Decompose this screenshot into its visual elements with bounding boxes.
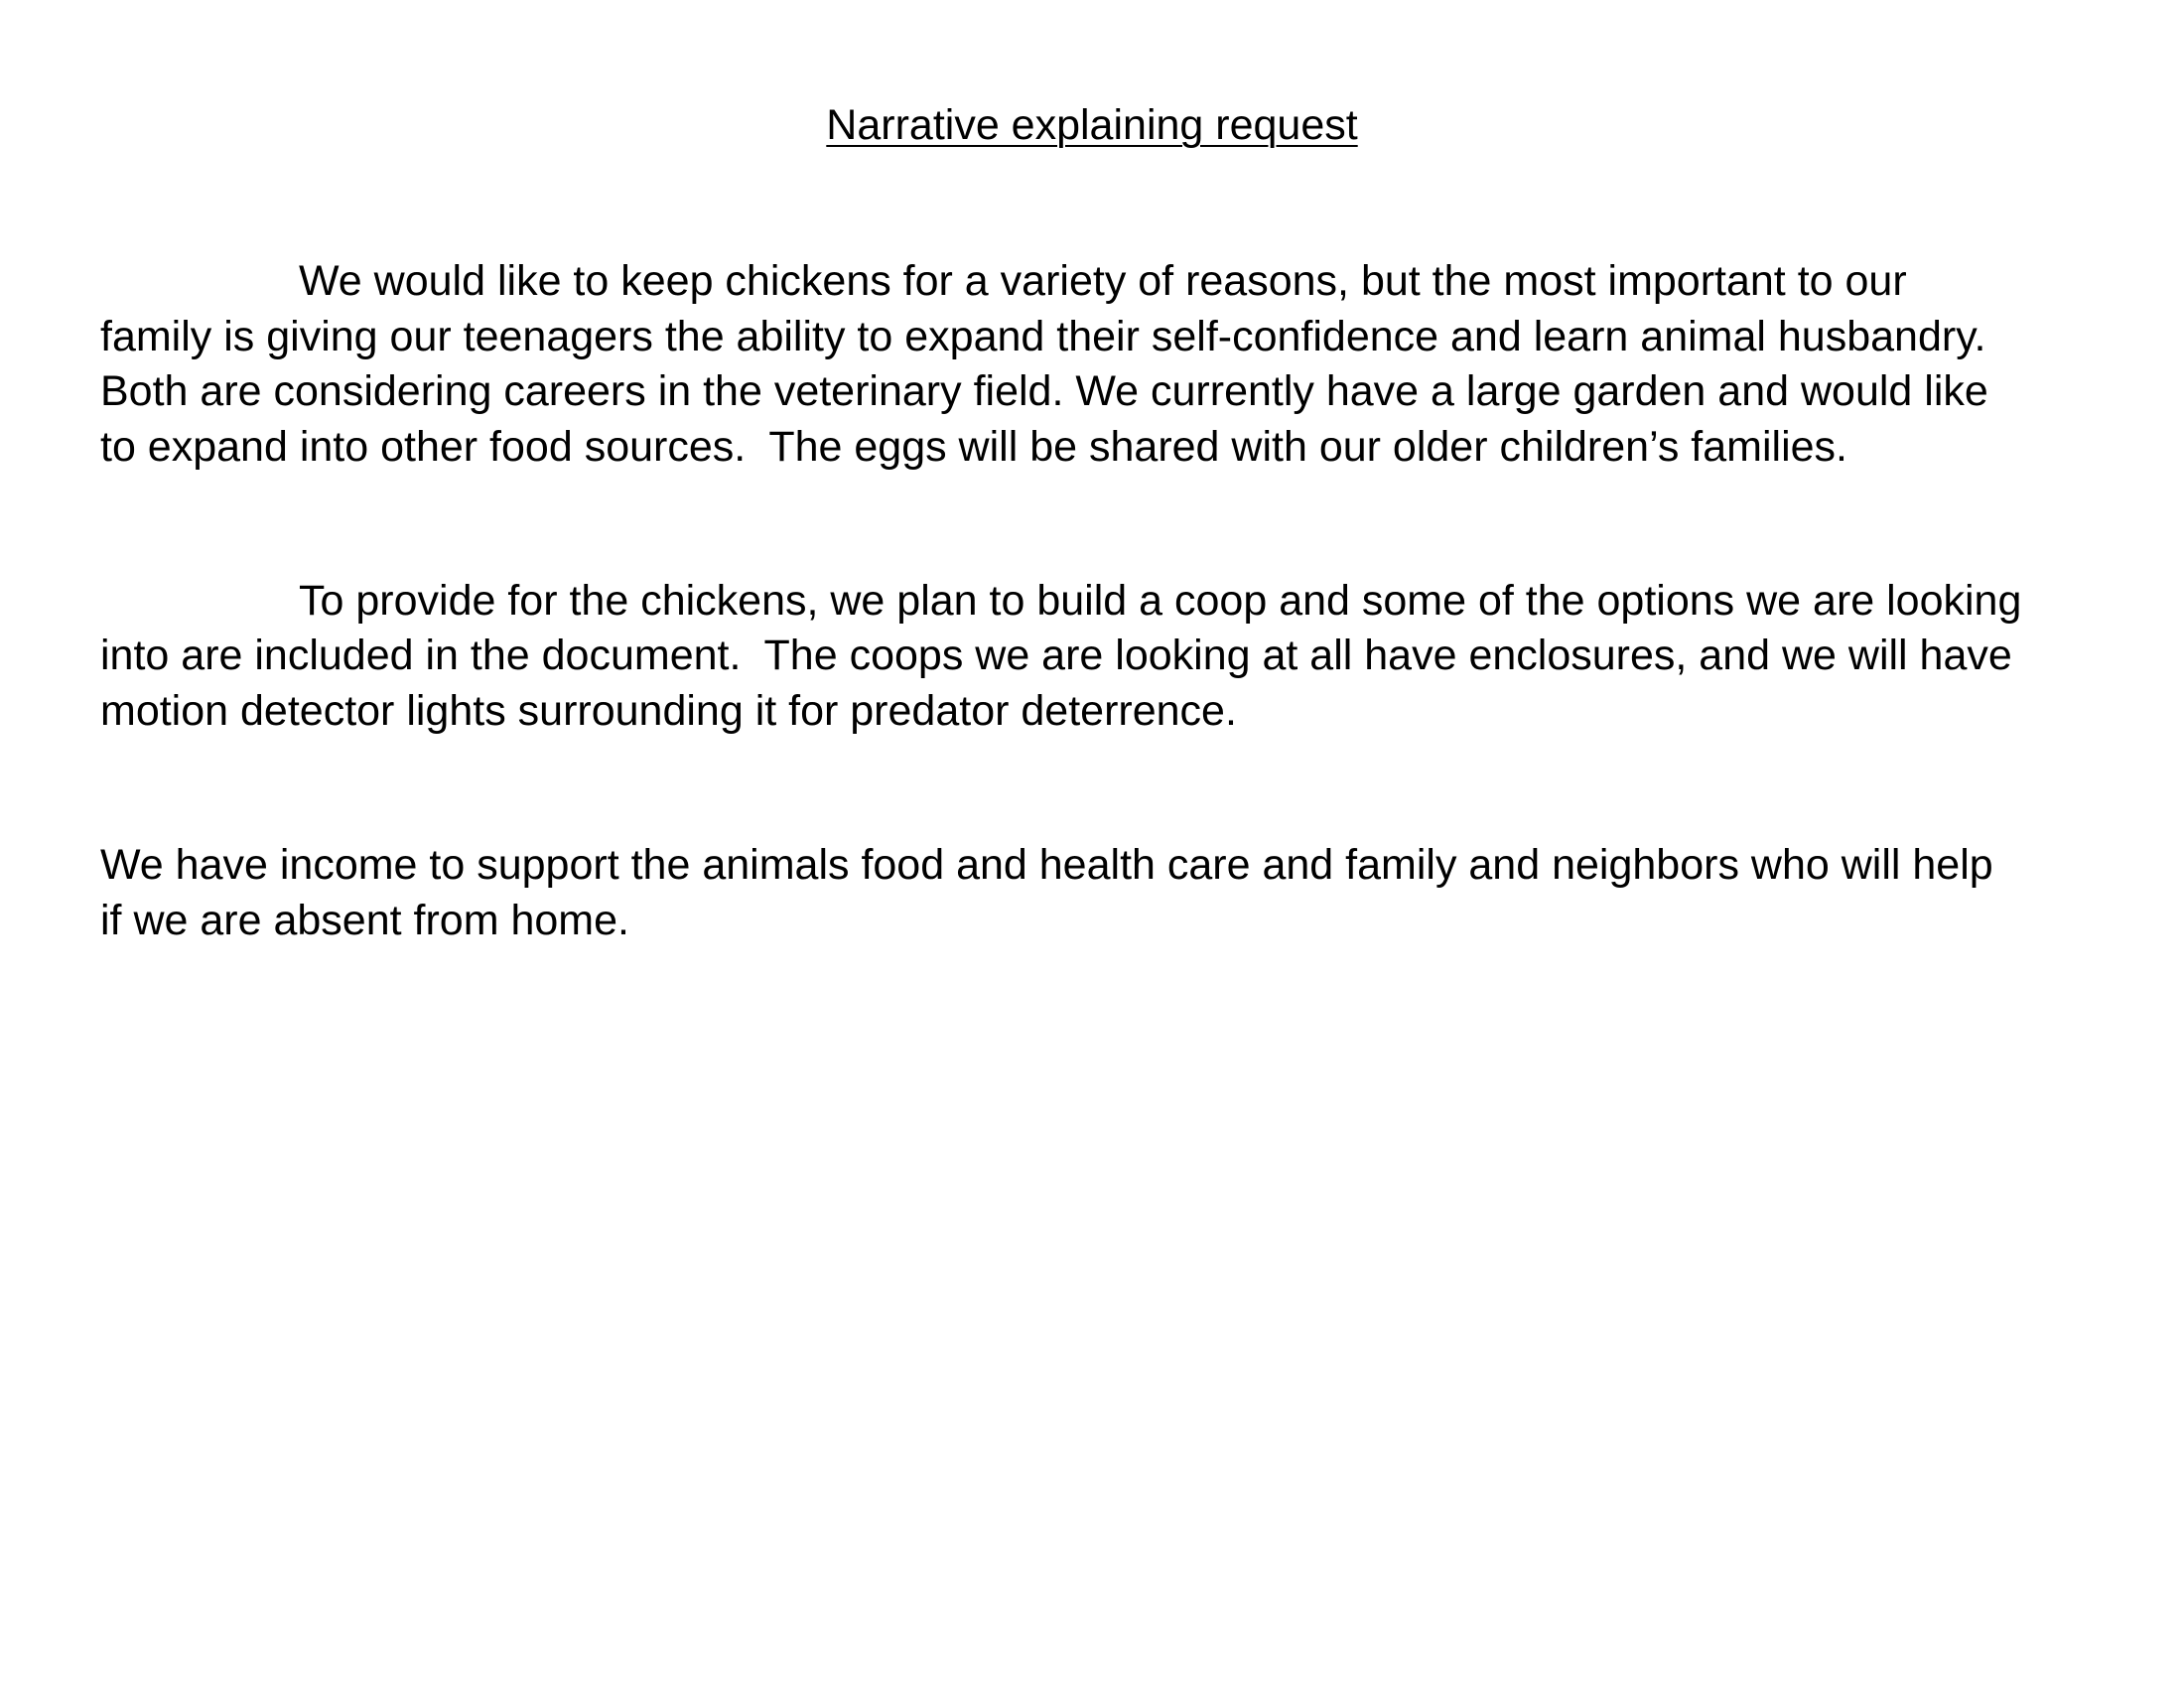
paragraph-2-line-1: To provide for the chickens, we plan to build a coop and some of the options we are looking xyxy=(299,577,2022,625)
paragraph-3-line-1: We have income to support the animals food and health care and family and neighbors who will help xyxy=(100,841,1993,889)
paragraph-1-line-2: family is giving our teenagers the ability to expand their self-confidence and learn animal husbandry. xyxy=(100,313,1986,360)
paragraph-2-line-2: into are included in the document. The coops we are looking at all have enclosures, and we will have xyxy=(100,632,2012,679)
document-title: Narrative explaining request xyxy=(826,101,1358,149)
paragraph-2-line-3: motion detector lights surrounding it for predator deterrence. xyxy=(100,687,1237,735)
paragraph-1-line-1: We would like to keep chickens for a variety of reasons, but the most important to our xyxy=(299,257,1907,305)
paragraph-1-line-4: to expand into other food sources. The eggs will be shared with our older children’s families. xyxy=(100,423,1847,471)
paragraph-3-line-2: if we are absent from home. xyxy=(100,897,629,944)
paragraph-1-line-3: Both are considering careers in the veterinary field. We currently have a large garden and would like xyxy=(100,367,1988,415)
